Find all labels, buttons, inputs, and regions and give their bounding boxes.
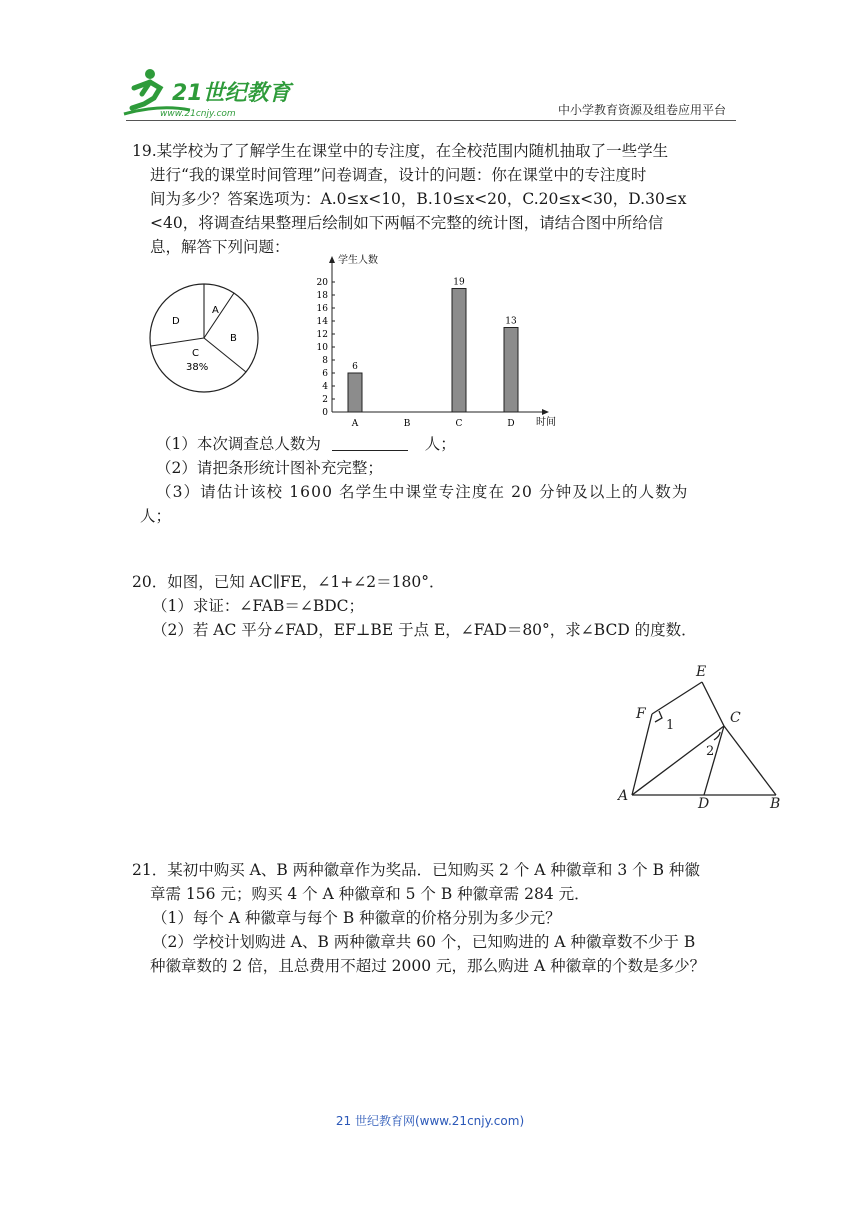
logo bbox=[120, 64, 300, 120]
q19-sub1-blank bbox=[332, 434, 408, 451]
y-tick-label: 8 bbox=[322, 356, 328, 366]
y-tick-label: 4 bbox=[322, 382, 328, 392]
pie-label-a: A bbox=[212, 305, 219, 316]
point-d: D bbox=[698, 796, 710, 812]
q21-line2: 章需 156 元；购买 4 个 A 种徽章和 5 个 B 种徽章需 284 元． bbox=[150, 885, 590, 903]
y-tick-label: 18 bbox=[316, 291, 328, 301]
q19-line2: 进行“我的课堂时间管理”问卷调查，设计的问题：你在课堂中的专注度时 bbox=[150, 166, 647, 184]
point-b: B bbox=[770, 796, 781, 812]
q19-sub1-suffix: 人； bbox=[424, 435, 456, 453]
bar-chart-xlabel: 时间 bbox=[536, 417, 556, 428]
logo-text: 21世纪教育 bbox=[172, 81, 291, 106]
bar-d bbox=[504, 328, 518, 413]
y-tick-label: 20 bbox=[316, 278, 328, 288]
q20-line1: 20．如图，已知 AC∥FE，∠1+∠2＝180°． bbox=[132, 573, 445, 591]
x-tick-label: B bbox=[403, 419, 411, 429]
angle-1-label: 1 bbox=[666, 718, 675, 733]
pie-label-d: D bbox=[172, 316, 180, 327]
y-tick-label: 10 bbox=[316, 343, 328, 353]
page-header bbox=[0, 0, 860, 125]
pie-label-b: B bbox=[230, 333, 237, 344]
y-tick-label: 0 bbox=[322, 408, 328, 418]
y-axis-arrow bbox=[329, 256, 335, 263]
bar-value-label: 19 bbox=[453, 277, 465, 288]
x-tick-label: C bbox=[455, 419, 463, 429]
y-tick-label: 6 bbox=[322, 369, 328, 379]
bar-c bbox=[452, 289, 466, 413]
point-f: F bbox=[636, 706, 646, 722]
point-a: A bbox=[618, 788, 629, 804]
q19-sub1 bbox=[156, 432, 456, 456]
q20-line3: （2）若 AC 平分∠FAD，EF⊥BE 于点 E，∠FAD＝80°，求∠BCD 的度数． bbox=[152, 621, 697, 639]
geometry-figure bbox=[612, 662, 792, 812]
bar-a bbox=[348, 373, 362, 412]
logo-url: www.21cnjy.com bbox=[160, 109, 236, 119]
bar-value-label: 6 bbox=[352, 362, 358, 372]
bar-chart bbox=[300, 250, 560, 430]
q19-sub3-line2: 人； bbox=[140, 507, 172, 525]
pie-label-c-percent: 38% bbox=[186, 362, 209, 373]
x-tick-label: D bbox=[507, 419, 515, 429]
point-c: C bbox=[730, 710, 741, 726]
q21-line4: （2）学校计划购进 A、B 两种徽章共 60 个，已知购进的 A 种徽章数不少于 B bbox=[152, 933, 696, 951]
platform-name: 中小学教育资源及组卷应用平台 bbox=[557, 103, 726, 117]
angle-2-label: 2 bbox=[706, 744, 715, 759]
pie-label-c: C bbox=[192, 348, 199, 359]
q19-sub2: （2）请把条形统计图补充完整； bbox=[156, 459, 383, 477]
bar-chart-ylabel: 学生人数 bbox=[338, 255, 378, 266]
q19-sub3-line1: （3）请估计该校 1600 名学生中课堂专注度在 20 分钟及以上的人数为 bbox=[156, 483, 689, 501]
q19-sub1-prefix: （1）本次调查总人数为 bbox=[156, 435, 321, 453]
x-tick-label: A bbox=[351, 419, 359, 429]
q19-line4: <40，将调查结果整理后绘制如下两幅不完整的统计图，请结合图中所给信 bbox=[150, 214, 664, 232]
bar-value-label: 13 bbox=[505, 316, 517, 327]
y-tick-label: 14 bbox=[316, 317, 328, 327]
q21-line1: 21．某初中购买 A、B 两种徽章作为奖品．已知购买 2 个 A 种徽章和 3 个 B 种徽 bbox=[132, 861, 700, 879]
q19-line1: 19.某学校为了了解学生在课堂中的专注度，在全校范围内随机抽取了一些学生 bbox=[132, 142, 669, 160]
q19-line3: 间为多少？答案选项为：A.0≤x<10，B.10≤x<20，C.20≤x<30，D.30≤x bbox=[150, 190, 687, 208]
q21-line5: 种徽章数的 2 倍，且总费用不超过 2000 元，那么购进 A 种徽章的个数是多少？ bbox=[150, 957, 706, 975]
pie-chart bbox=[140, 278, 270, 398]
point-e: E bbox=[696, 664, 707, 680]
q20-line2: （1）求证：∠FAB＝∠BDC； bbox=[152, 597, 365, 615]
x-axis-arrow bbox=[542, 409, 549, 415]
header-divider bbox=[126, 120, 736, 121]
q19-line5: 息，解答下列问题： bbox=[150, 238, 290, 256]
y-tick-label: 2 bbox=[322, 395, 328, 405]
y-tick-label: 16 bbox=[316, 304, 328, 314]
y-tick-label: 12 bbox=[316, 330, 328, 340]
q21-line3: （1）每个 A 种徽章与每个 B 种徽章的价格分别为多少元？ bbox=[152, 909, 561, 927]
page-footer: 21 世纪教育网(www.21cnjy.com) bbox=[335, 1114, 525, 1128]
